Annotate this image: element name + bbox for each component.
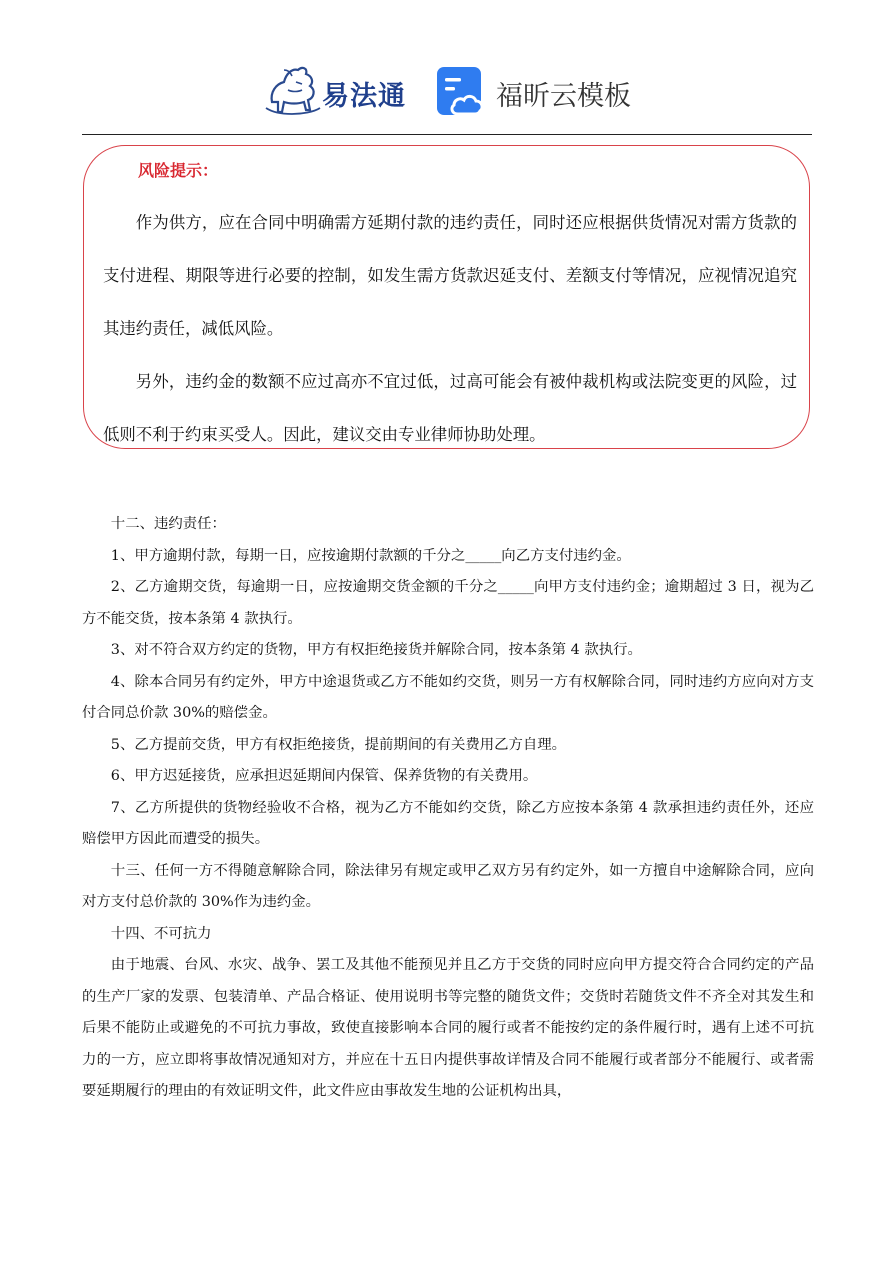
risk-notice-paragraph: 作为供方，应在合同中明确需方延期付款的违约责任，同时还应根据供货情况对需方货款的支付进程、期限等进行必要的控制，如发生需方货款迟延支付、差额支付等情况，应视情况追究其违约责任，减低风险。 — [103, 213, 797, 338]
header-divider — [82, 134, 812, 135]
risk-notice-title: 风险提示： — [138, 161, 219, 180]
contract-body — [82, 509, 814, 1108]
clause-paragraph: 3、对不符合双方约定的货物，甲方有权拒绝接货并解除合同，按本条第 4 款执行。 — [110, 642, 642, 658]
clause-paragraph: 4、除本合同另有约定外，甲方中途退货或乙方不能如约交货，则另一方有权解除合同，同时违约方应向对方支付合同总价款 30%的赔偿金。 — [82, 673, 814, 721]
yifatong-logo — [262, 62, 420, 118]
risk-notice-paragraph: 另外，违约金的数额不应过高亦不宜过低，过高可能会有被仲裁机构或法院变更的风险，过低则不利于约束买受人。因此，建议交由专业律师协助处理。 — [103, 372, 797, 444]
logo-left-name: 易法通 — [322, 81, 406, 112]
clause-paragraph: 1、甲方逾期付款，每期一日，应按逾期付款额的千分之_____向乙方支付违约金。 — [110, 547, 631, 564]
risk-notice-box — [83, 145, 810, 449]
cloud-document-icon — [436, 66, 488, 118]
clause-paragraph: 7、乙方所提供的货物经验收不合格，视为乙方不能如约交货，除乙方应按本条第 4 款承担违约责任外，还应赔偿甲方因此而遭受的损失。 — [82, 799, 814, 847]
clause-paragraph: 6、甲方迟延接货，应承担迟延期间内保管、保养货物的有关费用。 — [110, 768, 538, 784]
clause-paragraph: 2、乙方逾期交货，每逾期一日，应按逾期交货金额的千分之_____向甲方支付违约金；逾期超过 3 日，视为乙方不能交货，按本条第 4 款执行。 — [82, 579, 814, 627]
section-paragraph: 十三、任何一方不得随意解除合同，除法律另有规定或甲乙双方另有约定外，如一方擅自中途解除合同，应向对方支付总价款的 30%作为违约金。 — [82, 862, 814, 910]
clause-paragraph: 5、乙方提前交货，甲方有权拒绝接货，提前期间的有关费用乙方自理。 — [110, 736, 567, 753]
section-paragraph: 由于地震、台风、水灾、战争、罢工及其他不能预见并且乙方于交货的同时应向甲方提交符合合同约定的产品的生产厂家的发票、包装清单、产品合格证、使用说明书等完整的随货文件；交货时若随货文件不齐全对其发生和后果不能防止或避免的不可抗力事故，致使直接影响本合同的履行或者不能按约定的条件履行时，遇有上述不可抗力的一方，应立即将事故情况通知对方，并应在十五日内提供事故详情及合同不能履行或者部分不能履行、或者需要延期履行的理由的有效证明文件，此文件应由事故发生地的公证机构出具， — [82, 957, 814, 1099]
section-heading: 十四、不可抗力 — [110, 925, 212, 942]
page-header — [0, 0, 893, 136]
qilin-logo-icon — [262, 62, 324, 118]
logo-right-name: 福昕云模板 — [496, 81, 631, 112]
foxit-template-logo — [436, 66, 636, 118]
section-heading: 十二、违约责任： — [110, 516, 226, 532]
